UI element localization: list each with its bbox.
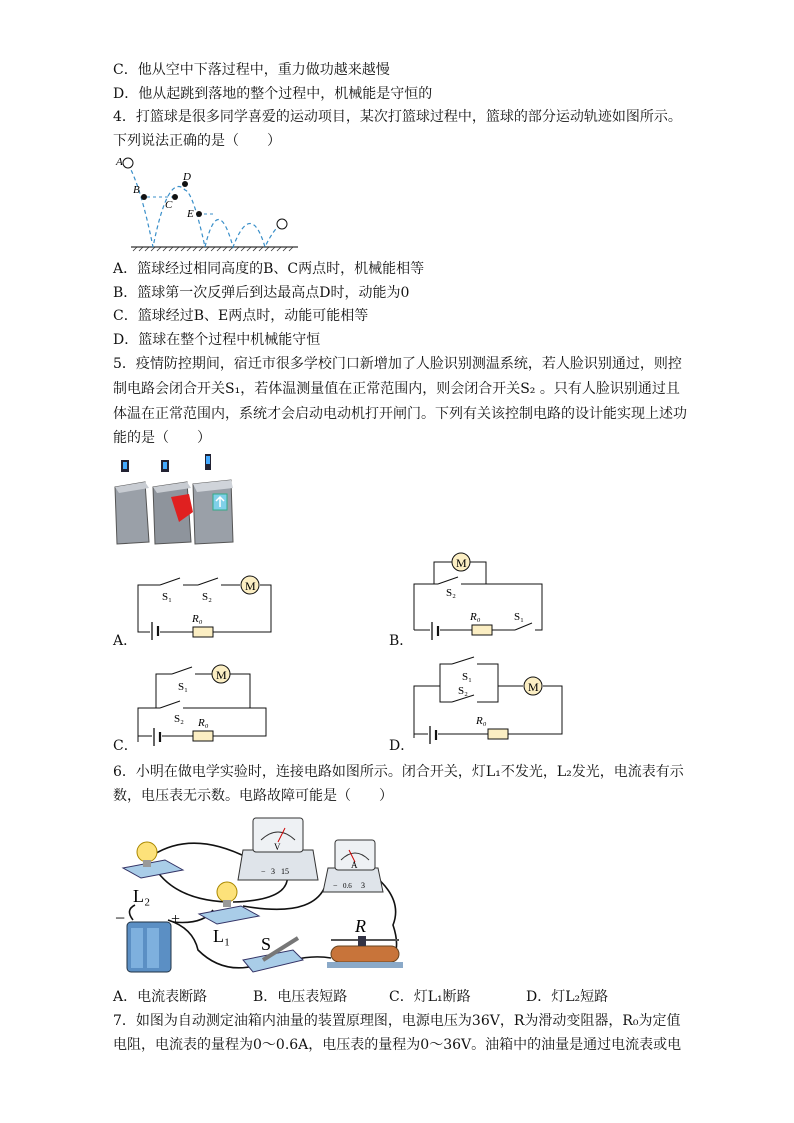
svg-text:15: 15 xyxy=(281,867,289,876)
switch-s1-b xyxy=(515,623,532,630)
svg-text:−: − xyxy=(261,867,266,876)
switch-s1-a xyxy=(160,578,180,585)
circuit-apparatus-figure xyxy=(113,810,413,982)
ball-end xyxy=(277,219,287,229)
q6-option-a: A．电流表断路 xyxy=(113,989,208,1005)
circuit-option-c xyxy=(128,660,278,750)
q5-stem-line-3: 体温在正常范围内，系统才会启动电动机打开闸门。下列有关该控制电路的设计能实现上述功 xyxy=(113,406,687,422)
rheostat-r xyxy=(327,936,403,968)
svg-text:−: − xyxy=(333,881,338,890)
svg-text:R₀: R₀ xyxy=(198,717,209,729)
q4-option-c: C．篮球经过B、E两点时，动能可能相等 xyxy=(113,308,369,324)
lamp-l1 xyxy=(199,882,259,924)
circuit-option-a xyxy=(128,570,278,640)
svg-text:S₂: S₂ xyxy=(458,685,468,697)
q4-option-a: A．篮球经过相同高度的B、C两点时，机械能相等 xyxy=(113,261,425,277)
svg-text:−: − xyxy=(115,908,126,928)
q5-stem-line-2: 制电路会闭合开关S₁，若体温测量值在正常范围内，则会闭合开关S₂ 。只有人脸识别通过且 xyxy=(113,381,680,397)
resistor-r0-b xyxy=(472,625,492,635)
svg-text:S₁: S₁ xyxy=(462,671,472,683)
resistor-r0-d xyxy=(488,729,508,739)
battery xyxy=(115,908,180,972)
switch-s1-d xyxy=(452,657,474,664)
svg-text:3: 3 xyxy=(271,867,275,876)
svg-text:A: A xyxy=(351,860,358,870)
q6-stem-line-2: 数，电压表无示数。电路故障可能是（ ） xyxy=(113,788,393,804)
svg-text:M: M xyxy=(528,680,539,694)
q7-stem-line-1: 7．如图为自动测定油箱内油量的装置原理图，电源电压为36V，R为滑动变阻器，R₀为定值 xyxy=(113,1013,681,1029)
q6-option-d: D．灯L₂短路 xyxy=(526,989,609,1005)
svg-text:S₂: S₂ xyxy=(174,713,184,725)
point-b xyxy=(141,194,147,200)
resistor-r0-c xyxy=(193,731,213,741)
svg-text:S₁: S₁ xyxy=(514,611,524,623)
svg-text:M: M xyxy=(456,556,467,570)
turnstile-gate-illustration xyxy=(113,452,243,547)
svg-text:R₀: R₀ xyxy=(470,611,481,623)
circuit-b-label: B． xyxy=(389,633,414,649)
circuit-c-label: C． xyxy=(113,738,138,754)
q5-stem-line-1: 5．疫情防控期间，宿迁市很多学校门口新增加了人脸识别测温系统，若人脸识别通过，则控 xyxy=(113,356,682,372)
ground-hatching xyxy=(133,247,293,251)
svg-text:S₂: S₂ xyxy=(202,591,212,603)
q3-option-d: D．他从起跳到落地的整个过程中，机械能是守恒的 xyxy=(113,86,433,102)
svg-text:V: V xyxy=(274,842,281,852)
q5-stem-line-4: 能的是（ ） xyxy=(113,430,211,446)
svg-text:0.6: 0.6 xyxy=(343,882,352,890)
label-r: R xyxy=(355,916,366,936)
q6-options-row xyxy=(113,986,713,1006)
label-e: E xyxy=(187,208,194,220)
svg-text:S₂: S₂ xyxy=(446,587,456,599)
switch-s1-c xyxy=(172,667,192,674)
ammeter xyxy=(323,840,383,892)
lamp-l2 xyxy=(123,842,183,878)
label-d: D xyxy=(183,171,191,183)
switch-s2-c xyxy=(160,701,180,708)
point-e xyxy=(196,211,202,217)
q7-stem-line-2: 电阻，电流表的量程为0～0.6A，电压表的量程为0～36V。油箱中的油量是通过电流表或电 xyxy=(113,1037,682,1053)
q4-option-d: D．篮球在整个过程中机械能守恒 xyxy=(113,332,321,348)
svg-text:M: M xyxy=(216,668,227,682)
q4-option-b: B．篮球第一次反弹后到达最高点D时，动能为0 xyxy=(113,285,410,301)
svg-text:R₀: R₀ xyxy=(192,613,203,625)
svg-text:S₁: S₁ xyxy=(178,681,188,693)
q4-stem-line-1: 4．打篮球是很多同学喜爱的运动项目，某次打篮球过程中，篮球的部分运动轨迹如图所示。 xyxy=(113,109,682,125)
label-a: A xyxy=(116,156,123,168)
q6-stem-line-1: 6．小明在做电学实验时，连接电路如图所示。闭合开关，灯L₁不发光，L₂发光，电流表有示 xyxy=(113,764,684,780)
switch-s2-a xyxy=(198,578,218,585)
circuit-option-d xyxy=(400,652,570,748)
svg-text:R₀: R₀ xyxy=(476,715,487,727)
switch-s xyxy=(243,938,303,972)
svg-text:S₁: S₁ xyxy=(162,591,172,603)
point-c xyxy=(172,194,178,200)
svg-text:+: + xyxy=(171,911,181,928)
q3-option-c: C．他从空中下落过程中，重力做功越来越慢 xyxy=(113,62,390,78)
circuit-option-b xyxy=(402,548,552,640)
basketball-trajectory-figure xyxy=(113,152,313,252)
circuit-d-label: D． xyxy=(389,738,415,754)
q6-option-c: C．灯L₁断路 xyxy=(389,989,471,1005)
label-c: C xyxy=(165,199,173,211)
trajectory-path xyxy=(128,164,281,247)
circuit-a-label: A． xyxy=(113,633,138,649)
switch-s2-b xyxy=(438,577,458,584)
svg-text:3: 3 xyxy=(361,881,365,890)
label-l2: L₂ xyxy=(133,886,151,906)
ball-start-a xyxy=(123,158,133,168)
q4-stem-line-2: 下列说法正确的是（ ） xyxy=(113,133,281,149)
label-s: S xyxy=(261,934,272,954)
q6-option-b: B．电压表短路 xyxy=(253,989,348,1005)
voltmeter xyxy=(238,818,318,880)
resistor-r0-a xyxy=(193,627,213,637)
label-b: B xyxy=(133,184,140,196)
label-l1: L₁ xyxy=(213,926,231,946)
svg-text:M: M xyxy=(245,579,256,593)
